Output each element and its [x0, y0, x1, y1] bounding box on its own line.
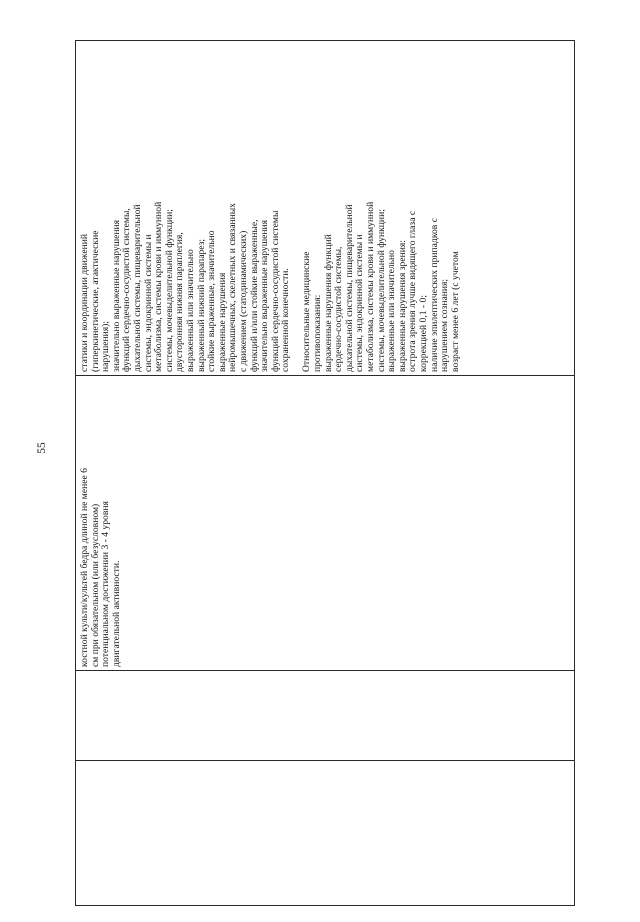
col4-line: метаболизма, системы крови и иммунной: [153, 201, 165, 372]
col4-line: нарушения);: [100, 320, 112, 372]
col4-line: значительно выраженные нарушения: [259, 219, 271, 372]
col4-line: системы, мочевыделительной функции;: [163, 209, 175, 372]
table-cell-col4: [75, 40, 575, 376]
col3-line: см при обязательном (или безусловном): [89, 503, 101, 667]
col4-line: статики и координации движений: [79, 234, 90, 372]
col4-line: системы, мочевыделительной функции;: [375, 209, 387, 372]
col4-line: стойкие выраженные, значительно: [206, 230, 218, 372]
col4-line: дыхательной системы, пищеварительной: [131, 204, 143, 372]
col4-line: выраженные нарушения зрения:: [396, 240, 408, 372]
col4-line: противопоказания:: [312, 294, 324, 372]
table-cell-col3: [75, 376, 575, 671]
col4-line: нарушением сознания;: [439, 278, 451, 372]
col4-line: метаболизма, системы крови и иммунной: [365, 201, 377, 372]
col4-line: наличие эпилептических припадков с: [428, 218, 440, 372]
col4-line: значительно выраженные нарушения: [110, 219, 122, 372]
page-number: 55: [36, 442, 48, 454]
col4-line: выраженные нарушения функций: [322, 234, 334, 372]
col4-line: нейромышечных, скелетных и связанных: [227, 203, 239, 372]
col4-line: сохраненной конечности.: [280, 268, 292, 372]
col4-line: дыхательной системы, пищеварительной: [343, 204, 355, 372]
rotated-table: [75, 40, 575, 906]
col4-line: выраженные или значительно: [386, 250, 398, 372]
col4-line: с движением (статодинамических): [237, 230, 249, 372]
col4-line: острота зрения лучше видящего глаза с: [407, 210, 419, 372]
col4-line: Относительные медицинские: [301, 251, 313, 372]
col4-line: системы, эндокринной системы и: [142, 234, 154, 372]
col4-line: выраженный или значительно: [184, 249, 196, 372]
col4-line: функций сердечно-сосудистой системы,: [121, 208, 133, 372]
col4-line: двусторонняя нижняя параплегия,: [174, 232, 186, 372]
table-cell-col1: [75, 761, 575, 906]
col3-line: костной культи/культей бедра длиной не менее 6: [79, 468, 90, 667]
col3-line: потенциальном достижении 3 - 4 уровня: [100, 501, 112, 667]
col4-line: функций и/или стойкие выраженные,: [248, 219, 260, 372]
col4-line: возраст менее 6 лет (с учетом: [449, 251, 461, 372]
col4-line: системы, эндокринной системы и: [354, 234, 366, 372]
col4-line: функций сердечно-сосудистой системы: [269, 210, 281, 372]
col4-line: выраженный нижний парапарез;: [195, 238, 207, 372]
col4-line: выраженные нарушения: [216, 272, 228, 372]
col4-line: коррекцией 0,1 - 0;: [418, 295, 429, 372]
table-cell-col2: [75, 671, 575, 761]
col4-line: (гиперкинетические, атактические: [89, 230, 101, 372]
col4-line: сердечно-сосудистой системы,: [333, 246, 345, 372]
col3-line: двигательной активности.: [110, 560, 122, 667]
